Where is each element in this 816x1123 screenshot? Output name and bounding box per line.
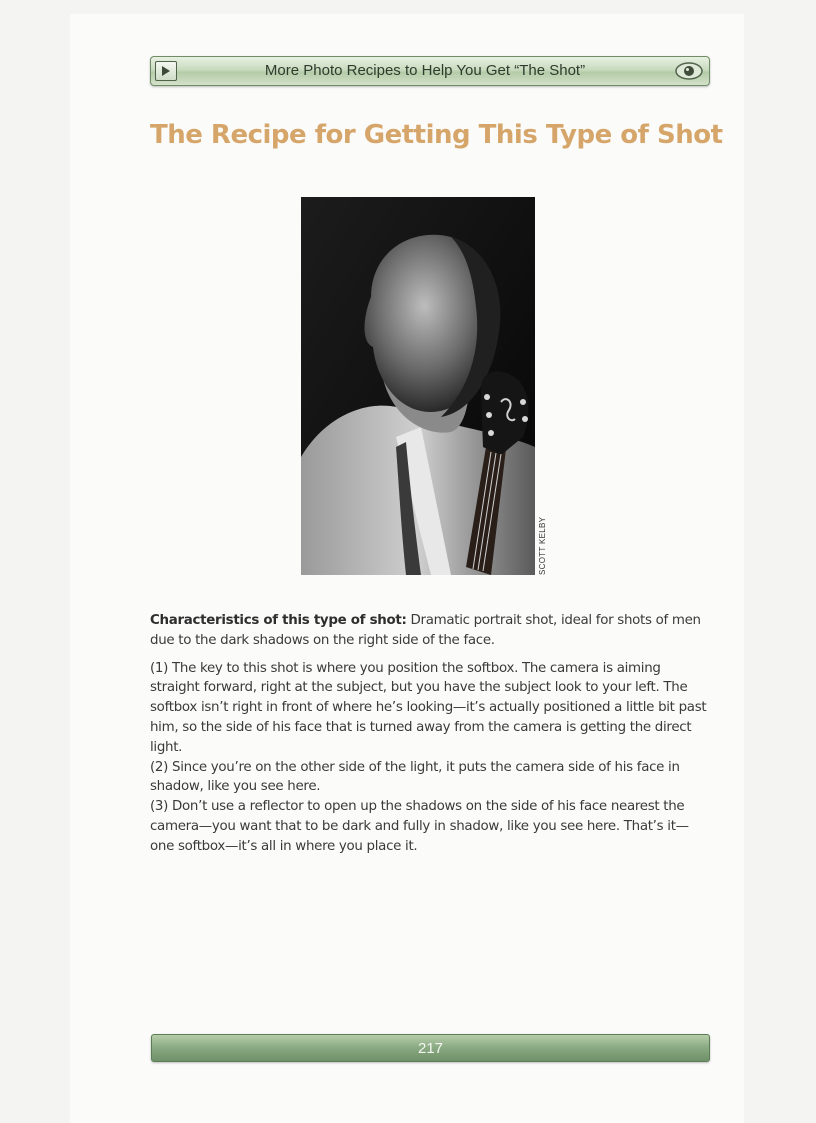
photo-credit-text: SCOTT KELBY bbox=[538, 516, 547, 575]
step-3: (3) Don’t use a reflector to open up the shadows on the side of his face nearest the camera—you want that to be dark and fully in shadow, like you see here. That’s it—one softbox—it’s all in where you place it. bbox=[150, 799, 689, 854]
page-title: The Recipe for Getting This Type of Shot bbox=[150, 120, 723, 150]
footer-bar bbox=[151, 1034, 710, 1062]
characteristics-paragraph bbox=[150, 611, 710, 651]
step-2: (2) Since you’re on the other side of the light, it puts the camera side of his face in shadow, like you see here. bbox=[150, 759, 680, 795]
portrait-photo bbox=[301, 197, 535, 575]
header-title: More Photo Recipes to Help You Get “The Shot” bbox=[264, 62, 586, 79]
characteristics-text: Dramatic portrait shot, ideal for shots of men due to the dark shadows on the right side of the face. bbox=[150, 613, 701, 648]
step-1: (1) The key to this shot is where you position the softbox. The camera is aiming straight forward, right at the subject, but you have the subject look to your left. The softbox isn’t right in front of where he’s looking—it’s actually positioned a little bit past him, so the side of his face that is turned away from the camera is getting the direct light. bbox=[150, 660, 707, 755]
characteristics-label: Characteristics of this type of shot: bbox=[150, 613, 407, 628]
header-bar bbox=[150, 56, 710, 86]
body-text bbox=[150, 611, 710, 857]
page-number: 217 bbox=[417, 1040, 444, 1057]
eye-icon bbox=[674, 60, 704, 82]
play-icon bbox=[155, 61, 177, 81]
